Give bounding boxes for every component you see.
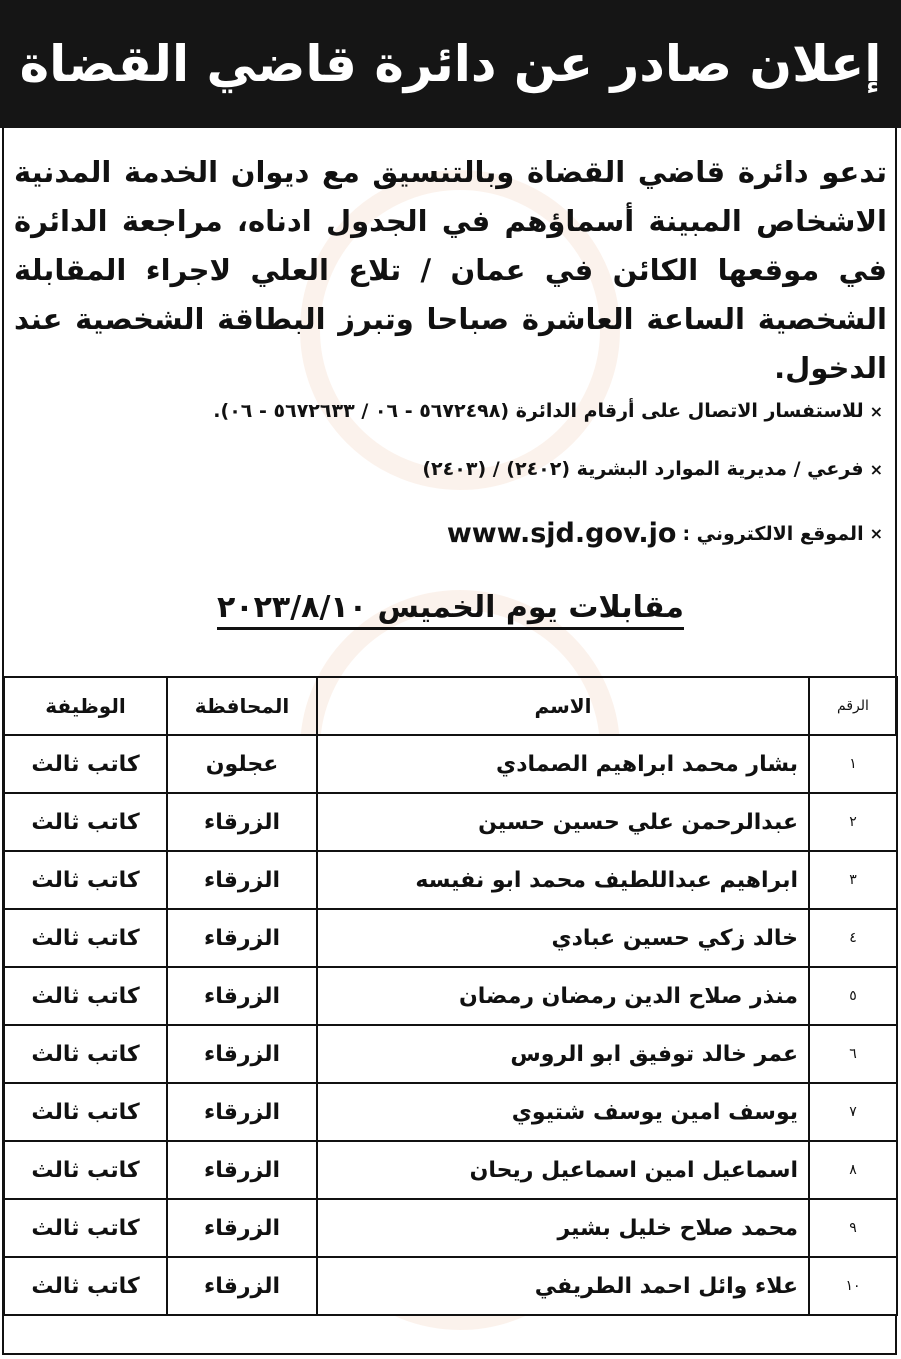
job-title: كاتب ثالث: [4, 1025, 167, 1083]
table-row: [4, 967, 897, 1025]
table-row: [4, 735, 897, 793]
row-number: ٥: [809, 967, 897, 1025]
job-title: كاتب ثالث: [4, 793, 167, 851]
governorate: الزرقاء: [167, 1141, 317, 1199]
table-row: [4, 1199, 897, 1257]
candidate-name: يوسف امين يوسف شتيوي: [317, 1083, 809, 1141]
table-row: [4, 793, 897, 851]
governorate: عجلون: [167, 735, 317, 793]
table-row: [4, 909, 897, 967]
candidates-table: [3, 676, 898, 1316]
bullet-x-icon: ×: [869, 524, 883, 543]
candidate-name: اسماعيل امين اسماعيل ريحان: [317, 1141, 809, 1199]
bullet-x-icon: ×: [869, 401, 883, 421]
row-number: ٣: [809, 851, 897, 909]
governorate: الزرقاء: [167, 1257, 317, 1315]
governorate: الزرقاء: [167, 1025, 317, 1083]
governorate: الزرقاء: [167, 793, 317, 851]
website-line: × الموقع الالكتروني : www.sjd.gov.jo: [446, 518, 883, 549]
header-name: الاسم: [317, 677, 809, 735]
job-title: كاتب ثالث: [4, 909, 167, 967]
job-title: كاتب ثالث: [4, 851, 167, 909]
row-number: ١٠: [809, 1257, 897, 1315]
governorate: الزرقاء: [167, 851, 317, 909]
row-number: ١: [809, 735, 897, 793]
intro-paragraph: تدعو دائرة قاضي القضاة وبالتنسيق مع ديوان الخدمة المدنية الاشخاص المبينة أسماؤهم في الجدول ادناه، مراجعة الدائرة في موقعها الكائن في عمان / تلاع العلي لاجراء المقابلة الشخصية الساعة العاشرة صباحا وتبرز البطاقة الشخصية عند الدخول.: [14, 155, 887, 385]
candidate-name: خالد زكي حسين عبادي: [317, 909, 809, 967]
job-title: كاتب ثالث: [4, 1083, 167, 1141]
row-number: ٢: [809, 793, 897, 851]
row-number: ٤: [809, 909, 897, 967]
candidate-name: ابراهيم عبداللطيف محمد ابو نفيسه: [317, 851, 809, 909]
interview-date-heading: مقابلات يوم الخميس ٢٠٢٣/٨/١٠: [0, 590, 901, 625]
governorate: الزرقاء: [167, 1199, 317, 1257]
candidate-name: بشار محمد ابراهيم الصمادي: [317, 735, 809, 793]
job-title: كاتب ثالث: [4, 1257, 167, 1315]
header-num: الرقم: [809, 677, 897, 735]
row-number: ٦: [809, 1025, 897, 1083]
bullet-x-icon: ×: [869, 459, 883, 479]
job-title: كاتب ثالث: [4, 967, 167, 1025]
contact-extensions: × فرعي / مديرية الموارد البشرية (٢٤٠٢) / (٢٤٠٣): [422, 458, 883, 480]
row-number: ٩: [809, 1199, 897, 1257]
candidate-name: علاء وائل احمد الطريفي: [317, 1257, 809, 1315]
table-row: [4, 1083, 897, 1141]
governorate: الزرقاء: [167, 1083, 317, 1141]
website-link[interactable]: www.sjd.gov.jo: [446, 518, 677, 549]
table-header-row: [4, 677, 897, 735]
job-title: كاتب ثالث: [4, 1141, 167, 1199]
header-governorate: المحافظة: [167, 677, 317, 735]
governorate: الزرقاء: [167, 909, 317, 967]
candidate-name: منذر صلاح الدين رمضان رمضان: [317, 967, 809, 1025]
candidate-name: عبدالرحمن علي حسين حسين: [317, 793, 809, 851]
announcement-title: إعلان صادر عن دائرة قاضي القضاة: [0, 0, 901, 128]
row-number: ٨: [809, 1141, 897, 1199]
table-row: [4, 851, 897, 909]
table-row: [4, 1025, 897, 1083]
table-row: [4, 1141, 897, 1199]
job-title: كاتب ثالث: [4, 735, 167, 793]
row-number: ٧: [809, 1083, 897, 1141]
candidate-name: محمد صلاح خليل بشير: [317, 1199, 809, 1257]
header-job: الوظيفة: [4, 677, 167, 735]
contact-phones: × للاستفسار الاتصال على أرقام الدائرة (٥٦٧٢٤٩٨ - ٠٦ / ٥٦٧٢٦٣٣ - ٠٦).: [213, 400, 883, 422]
table-row: [4, 1257, 897, 1315]
job-title: كاتب ثالث: [4, 1199, 167, 1257]
governorate: الزرقاء: [167, 967, 317, 1025]
candidate-name: عمر خالد توفيق ابو الروس: [317, 1025, 809, 1083]
